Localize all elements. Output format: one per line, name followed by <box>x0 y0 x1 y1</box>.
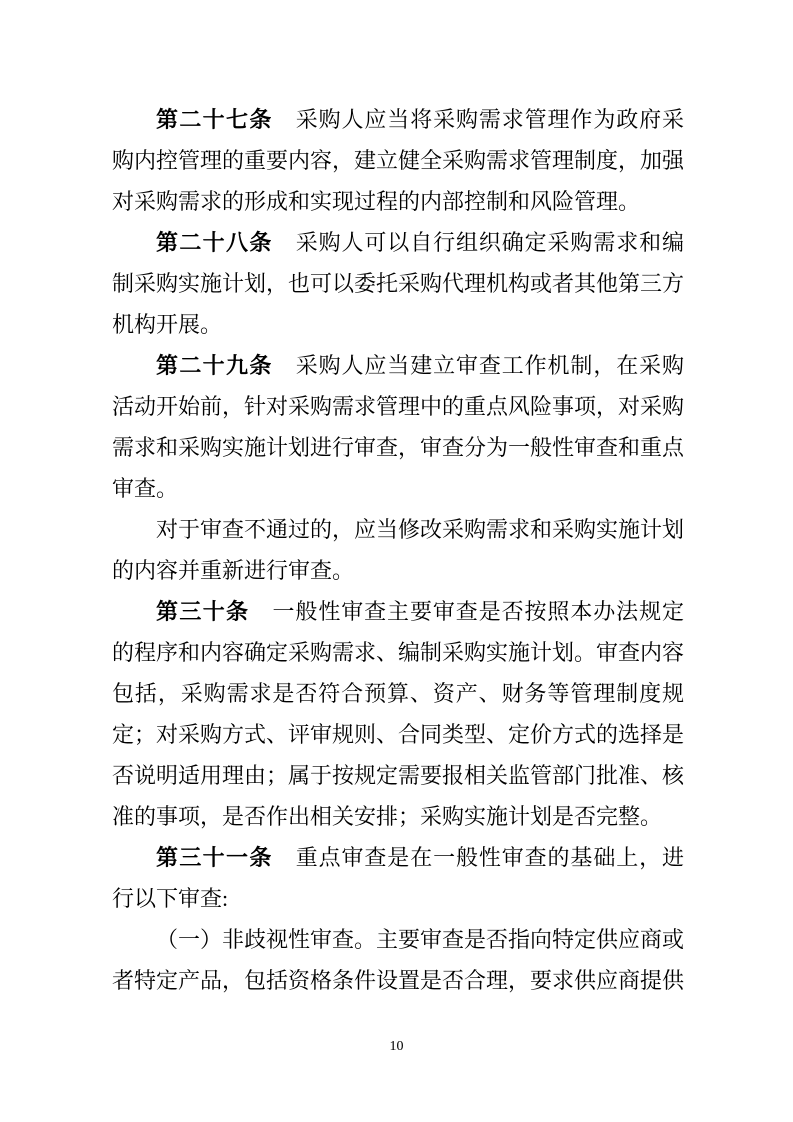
paragraph-text: 采购人可以自行组织确定采购需求和编制采购实施计划，也可以委托采购代理机构或者其他第三方机构开展。 <box>112 230 685 337</box>
article-number: 第二十八条 <box>156 230 273 255</box>
paragraph-text: 采购人应当建立审查工作机制，在采购活动开始前，针对采购需求管理中的重点风险事项，对采购需求和采购实施计划进行审查，审查分为一般性审查和重点审查。 <box>112 353 685 501</box>
document-paragraph <box>112 345 684 509</box>
article-number: 第三十条 <box>156 599 250 624</box>
document-paragraph <box>112 919 684 1001</box>
paragraph-text: （一）非歧视性审查。主要审查是否指向特定供应商或者特定产品，包括资格条件设置是否合理，要求供应商提供 <box>112 927 685 993</box>
paragraph-text: 重点审查是在一般性审查的基础上，进行以下审查: <box>112 845 684 911</box>
document-paragraph <box>112 509 684 591</box>
article-number: 第三十一条 <box>156 845 273 870</box>
paragraph-text: 对于审查不通过的，应当修改采购需求和采购实施计划的内容并重新进行审查。 <box>112 517 685 583</box>
page-number: 10 <box>389 1039 404 1054</box>
document-paragraph <box>112 837 684 919</box>
document-paragraph <box>112 591 684 837</box>
document-text-block <box>112 99 684 1001</box>
document-paragraph <box>112 222 684 345</box>
article-number: 第二十九条 <box>156 353 273 378</box>
article-number: 第二十七条 <box>156 107 273 132</box>
paragraph-text: 一般性审查主要审查是否按照本办法规定的程序和内容确定采购需求、编制采购实施计划。审查内容包括，采购需求是否符合预算、资产、财务等管理制度规定；对采购方式、评审规则、合同类型、定价方式的选择是否说明适用理由；属于按规定需要报相关监管部门批准、核准的事项，是否作出相关安排；采购实施计划是否完整。 <box>112 599 685 829</box>
paragraph-text: 采购人应当将采购需求管理作为政府采购内控管理的重要内容，建立健全采购需求管理制度，加强对采购需求的形成和实现过程的内部控制和风险管理。 <box>112 107 685 214</box>
document-paragraph <box>112 99 684 222</box>
page-footer <box>0 1037 793 1056</box>
